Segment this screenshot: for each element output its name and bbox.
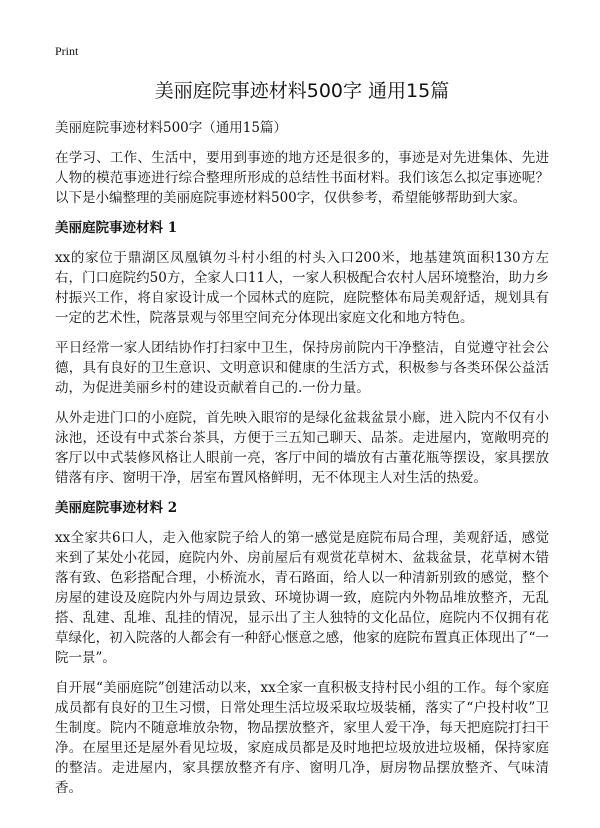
section-heading-1: 美丽庭院事迹材料 1 xyxy=(55,220,178,236)
print-link[interactable]: Print xyxy=(55,44,79,58)
document-body xyxy=(55,78,549,798)
page-title: 美丽庭院事迹材料500字 通用15篇 xyxy=(154,80,450,102)
intro-paragraph: 在学习、工作、生活中，要用到事迹的地方还是很多的，事迹是对先进集体、先进人物的模范事迹进行综合整理所形成的总结性书面材料。我们该怎么拟定事迹呢？以下是小编整理的美丽庭院事迹材料500字，仅供参考，希望能够帮助到大家。 xyxy=(55,150,549,206)
section-2-paragraph: 自开展“美丽庭院”创建活动以来，xx全家一直积极支持村民小组的工作。每个家庭成员都有良好的卫生习惯，日常处理生活垃圾采取垃圾装桶，落实了“户投村收”卫生制度。院内不随意堆放杂物，物品摆放整齐，家里人爱干净，每天把庭院打扫干净。在屋里还是屋外看见垃圾，家庭成员都是及时地把垃圾放进垃圾桶，保持家庭的整洁。走进屋内，家具摆放整齐有序、窗明几净，厨房物品摆放整齐、气味清香。 xyxy=(55,680,549,796)
section-1-paragraph: 平日经常一家人团结协作打扫家中卫生，保持房前院内干净整洁，自觉遵守社会公德，具有良好的卫生意识、文明意识和健康的生活方式，积极参与各类环保公益活动，为促进美丽乡村的建设贡献着自己的.一份力量。 xyxy=(55,340,549,396)
section-heading-2: 美丽庭院事迹材料 2 xyxy=(55,500,178,516)
section-1-paragraph: 从外走进门口的小庭院，首先映入眼帘的是绿化盆栽盆景小廊，进入院内不仅有小泳池，还设有中式茶台茶具，方便于三五知己聊天、品茶。走进屋内，宽敞明亮的客厅以中式装修风格让人眼前一亮，客厅中间的墙放有古董花瓶等摆设，家具摆放错落有序、窗明干净，居室布置风格鲜明，无不体现主人对生活的热爱。 xyxy=(55,410,549,486)
section-1-paragraph: xx的家位于鼎湖区凤凰镇勿斗村小组的村头入口200米，地基建筑面积130方左右，门口庭院约50方，全家人口11人，一家人积极配合农村人居环境整治，助力乡村振兴工作，将自家设计成一个园林式的庭院，庭院整体布局美观舒适，规划具有一定的艺术性，院落景观与邻里空间充分体现出家庭文化和地方特色。 xyxy=(55,250,549,326)
document-subtitle: 美丽庭院事迹材料500字（通用15篇） xyxy=(55,120,287,136)
section-2-paragraph: xx全家共6口人，走入他家院子给人的第一感觉是庭院布局合理，美观舒适，感觉来到了某处小花园，庭院内外、房前屋后有观赏花草树木、盆栽盆景，花草树木错落有致、色彩搭配合理，小桥流水，青石路面，给人以一种清新别致的感觉，整个房屋的建设及庭院内外与周边景致、环境协调一致，庭院内外物品堆放整齐，无乱搭、乱建、乱堆、乱挂的情况，显示出了主人独特的文化品位，庭院内不仅拥有花草绿化，初入院落的人都会有一种舒心惬意之感，他家的庭院布置真正体现出了“一院一景”。 xyxy=(55,530,549,666)
